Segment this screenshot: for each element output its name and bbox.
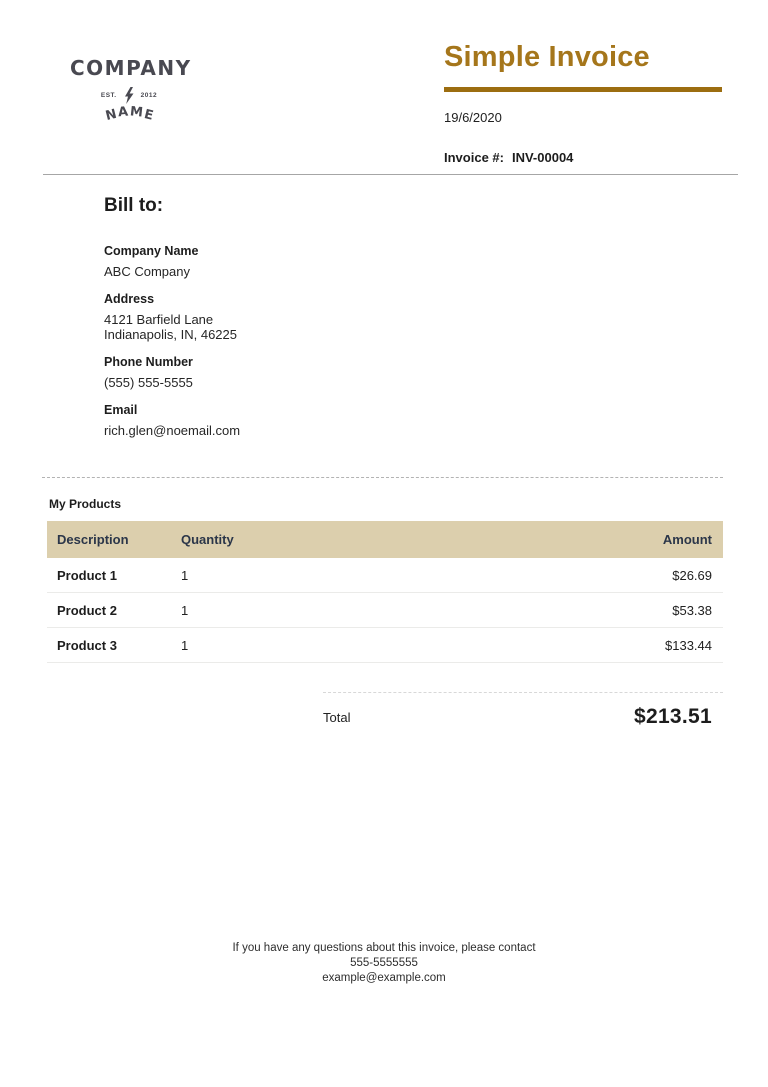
row-description: Product 2 <box>57 602 117 618</box>
company-name-label: Company Name <box>104 244 199 258</box>
logo-est-text: EST. <box>100 92 117 99</box>
title-underline <box>444 87 722 92</box>
bill-to-section <box>104 195 404 451</box>
row-description: Product 3 <box>57 637 117 653</box>
total-section <box>323 692 723 729</box>
invoice-date: 19/6/2020 <box>444 110 502 125</box>
row-description: Product 1 <box>57 567 117 583</box>
invoice-header <box>444 41 722 165</box>
column-header-description: Description <box>57 532 129 547</box>
column-header-quantity: Quantity <box>181 532 234 547</box>
products-section-title: My Products <box>49 497 122 511</box>
bill-to-company-field <box>104 244 404 279</box>
logo-established-row <box>70 87 188 104</box>
company-logo <box>70 56 192 125</box>
header-divider <box>43 174 738 175</box>
footer-contact-line: If you have any questions about this invoice, please contact <box>232 942 536 954</box>
footer-email: example@example.com <box>322 972 446 984</box>
email-label: Email <box>104 403 138 417</box>
address-label: Address <box>104 292 155 306</box>
page-title: Simple Invoice <box>444 41 650 73</box>
phone-label: Phone Number <box>104 355 193 369</box>
phone-value: (555) 555-5555 <box>104 375 193 390</box>
row-quantity: 1 <box>181 602 189 618</box>
row-amount: $133.44 <box>665 637 712 653</box>
footer-phone: 555-5555555 <box>350 957 418 969</box>
address-line-2: Indianapolis, IN, 46225 <box>104 327 237 342</box>
table-header-row <box>47 521 723 558</box>
table-row <box>47 593 723 628</box>
row-quantity: 1 <box>181 567 189 583</box>
products-section <box>47 497 723 663</box>
logo-year-text: 2012 <box>140 92 158 99</box>
bill-to-heading: Bill to: <box>104 195 164 216</box>
column-header-amount: Amount <box>662 532 712 547</box>
products-divider <box>42 477 723 478</box>
row-amount: $53.38 <box>672 602 712 618</box>
table-row <box>47 558 723 593</box>
invoice-footer <box>0 941 768 986</box>
invoice-number-label: Invoice #: <box>444 150 504 165</box>
total-label: Total <box>323 709 351 725</box>
lightning-bolt-icon <box>124 87 134 104</box>
bill-to-phone-field <box>104 355 404 390</box>
row-quantity: 1 <box>181 637 189 653</box>
email-value: rich.glen@noemail.com <box>104 423 241 438</box>
invoice-number-value: INV-00004 <box>511 150 574 165</box>
invoice-number-row <box>444 150 722 165</box>
logo-name-text: NAME <box>103 104 155 125</box>
total-value: $213.51 <box>633 705 712 728</box>
address-line-1: 4121 Barfield Lane <box>104 312 214 327</box>
logo-company-text: COMPANY <box>70 56 192 80</box>
row-amount: $26.69 <box>672 567 712 583</box>
company-name-value: ABC Company <box>104 264 190 279</box>
bill-to-email-field <box>104 403 404 438</box>
bill-to-address-field <box>104 292 404 342</box>
table-row <box>47 628 723 663</box>
